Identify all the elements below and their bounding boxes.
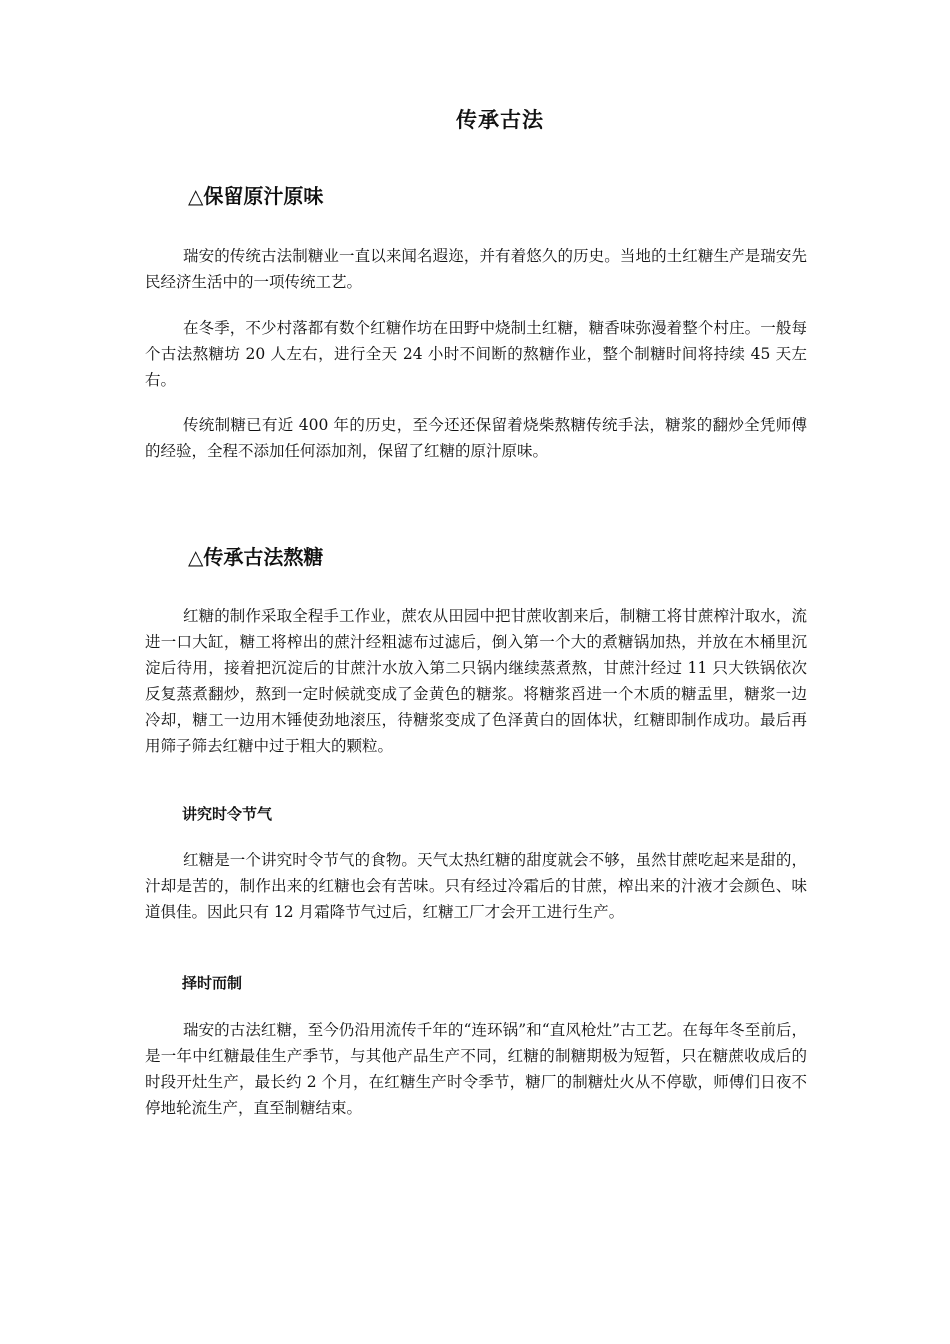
paragraph: 瑞安的古法红糖，至今仍沿用流传千年的“连环锅”和“直风枪灶”古工艺。在每年冬至前后，是一年中红糖最佳生产季节，与其他产品生产不同，红糖的制糖期极为短暂，只在糖蔗收成后的时段开灶生产，最长约 2 个月，在红糖生产时令季节，糖厂的制糖灶火从不停歇，师傅们日夜不停地轮流生产，直至制糖结束。 — [145, 1021, 807, 1117]
paragraph: 红糖的制作采取全程手工作业，蔗农从田园中把甘蔗收割来后，制糖工将甘蔗榨汁取水，流进一口大缸，糖工将榨出的蔗汁经粗滤布过滤后，倒入第一个大的煮糖锅加热，并放在木桶里沉淀后待用，接着把沉淀后的甘蔗汁水放入第二只锅内继续蒸煮熬，甘蔗汁经过 11 只大铁锅依次反复蒸煮翻炒，熬到一定时候就变成了金黄色的糖浆。将糖浆舀进一个木质的糖盂里，糖浆一边冷却，糖工一边用木锤使劲地滚压，待糖浆变成了色泽黄白的固体状，红糖即制作成功。最后再用筛子筛去红糖中过于粗大的颗粒。 — [145, 607, 807, 755]
section-heading-preserve-flavor: △保留原汁原味 — [188, 184, 324, 208]
subsection-heading-timing: 择时而制 — [182, 974, 243, 992]
section-heading-ancient-method: △传承古法熬糖 — [188, 545, 324, 569]
paragraph: 在冬季，不少村落都有数个红糖作坊在田野中烧制土红糖，糖香味弥漫着整个村庄。一般每个古法熬糖坊 20 人左右，进行全天 24 小时不间断的熬糖作业，整个制糖时间将持续 45 天左右。 — [145, 319, 807, 389]
subsection-heading-seasonal: 讲究时令节气 — [182, 805, 273, 823]
paragraph: 瑞安的传统古法制糖业一直以来闻名遐迩，并有着悠久的历史。当地的土红糖生产是瑞安先民经济生活中的一项传统工艺。 — [145, 247, 807, 291]
paragraph: 红糖是一个讲究时令节气的食物。天气太热红糖的甜度就会不够，虽然甘蔗吃起来是甜的，汁却是苦的，制作出来的红糖也会有苦味。只有经过冷霜后的甘蔗，榨出来的汁液才会颜色、味道俱佳。因此只有 12 月霜降节气过后，红糖工厂才会开工进行生产。 — [145, 851, 807, 921]
document-title: 传承古法 — [456, 108, 544, 132]
paragraph: 传统制糖已有近 400 年的历史，至今还还保留着烧柴熬糖传统手法，糖浆的翻炒全凭师傅的经验，全程不添加任何添加剂，保留了红糖的原汁原味。 — [145, 416, 807, 460]
